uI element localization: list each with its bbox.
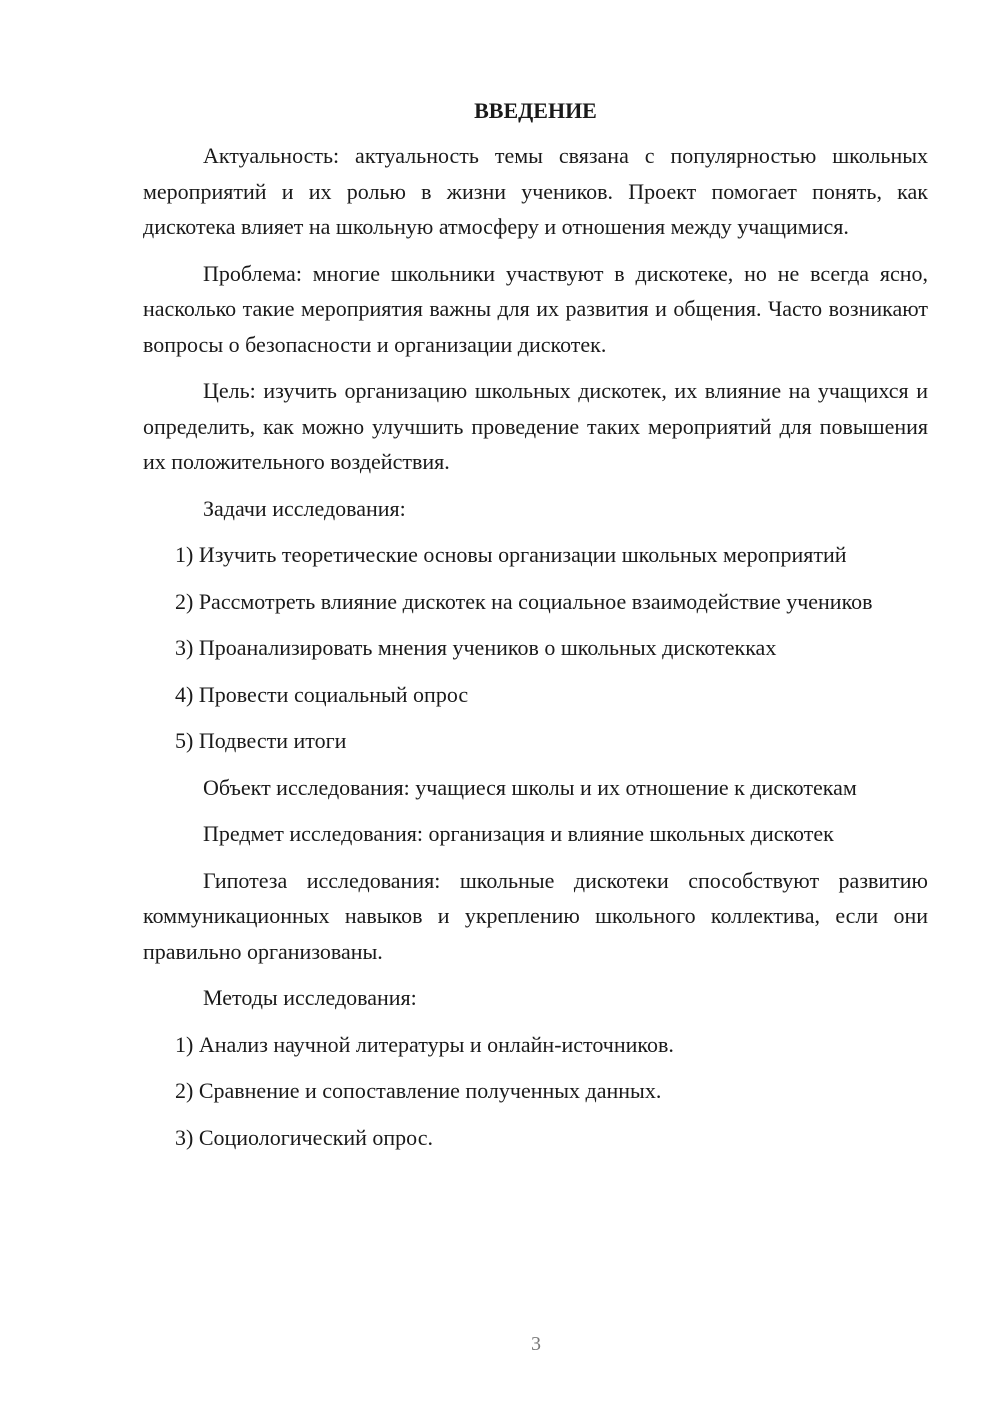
section-title: ВВЕДЕНИЕ <box>474 98 597 123</box>
task-item: 3) Проанализировать мнения учеников о школьных дискотекках <box>175 635 777 660</box>
methods-heading: Методы исследования: <box>203 985 417 1010</box>
method-item: 1) Анализ научной литературы и онлайн-источников. <box>175 1031 674 1057</box>
goal-paragraph: Цель: изучить организацию школьных дискотек, их влияние на учащихся и определить, как можно улучшить проведение таких мероприятий для повышения их положительного воздействия. <box>143 378 928 474</box>
method-item: 2) Сравнение и сопоставление полученных данных. <box>175 1078 662 1103</box>
method-item: 3) Социологический опрос. <box>175 1124 433 1150</box>
subject-paragraph: Предмет исследования: организация и влияние школьных дискотек <box>203 821 834 846</box>
relevance-paragraph: Актуальность: актуальность темы связана с популярностью школьных мероприятий и их ролью в жизни учеников. Проект помогает понять, как дискотека влияет на школьную атмосферу и отношения между учащимися. <box>143 143 928 239</box>
object-paragraph: Объект исследования: учащиеся школы и их отношение к дискотекам <box>203 774 857 800</box>
task-item: 4) Провести социальный опрос <box>175 681 469 707</box>
problem-paragraph: Проблема: многие школьники участвуют в дискотеке, но не всегда ясно, насколько такие мероприятия важны для их развития и общения. Часто возникают вопросы о безопасности и организации дискотек. <box>143 260 928 357</box>
tasks-heading: Задачи исследования: <box>203 495 406 521</box>
task-item: 2) Рассмотреть влияние дискотек на социальное взаимодействие учеников <box>175 588 873 614</box>
page-number: 3 <box>531 1333 541 1355</box>
task-item: 1) Изучить теоретические основы организации школьных мероприятий <box>175 542 847 567</box>
page-content <box>143 96 928 1166</box>
hypothesis-paragraph: Гипотеза исследования: школьные дискотеки способствуют развитию коммуникационных навыков и укреплению школьного коллектива, если они правильно организованы. <box>143 867 928 964</box>
task-item: 5) Подвести итоги <box>175 728 347 753</box>
